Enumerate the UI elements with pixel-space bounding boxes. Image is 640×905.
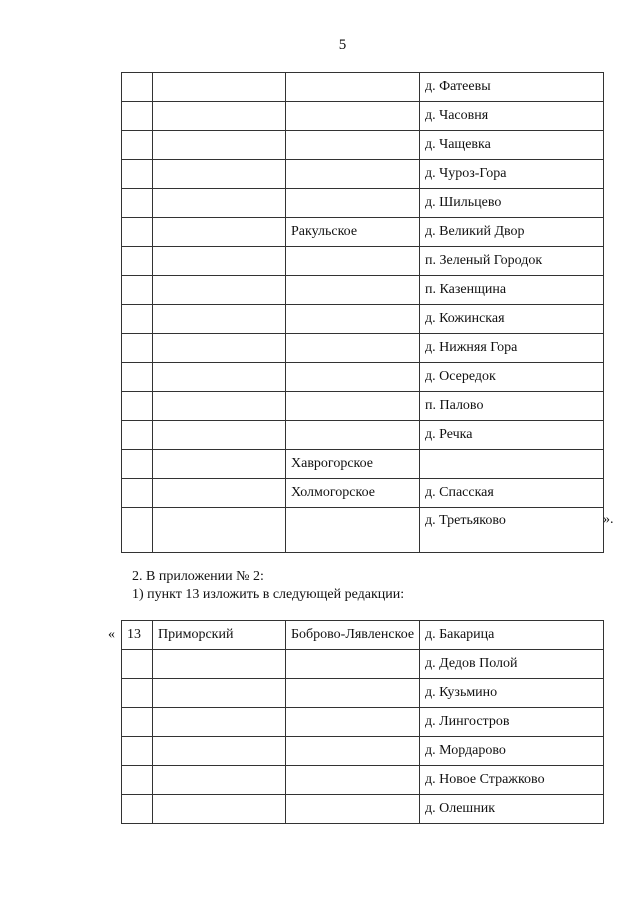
locality-cell: д. Кузьмино bbox=[420, 679, 604, 708]
row-number-cell bbox=[122, 102, 153, 131]
locality-cell: д. Олешник bbox=[420, 795, 604, 824]
table-row bbox=[122, 421, 604, 450]
district-cell bbox=[153, 305, 286, 334]
item-13-table bbox=[121, 620, 604, 824]
locality-cell: п. Казенщина bbox=[420, 276, 604, 305]
settlement-cell bbox=[286, 160, 420, 189]
district-cell bbox=[153, 131, 286, 160]
table-row bbox=[122, 795, 604, 824]
table-row bbox=[122, 363, 604, 392]
table-row bbox=[122, 189, 604, 218]
table-row bbox=[122, 73, 604, 102]
closing-quote: ». bbox=[603, 512, 614, 527]
settlement-cell: Ракульское bbox=[286, 218, 420, 247]
settlement-cell: Холмогорское bbox=[286, 479, 420, 508]
locality-cell: д. Новое Стражково bbox=[420, 766, 604, 795]
row-number-cell bbox=[122, 131, 153, 160]
row-number-cell bbox=[122, 392, 153, 421]
district-cell bbox=[153, 650, 286, 679]
district-cell bbox=[153, 102, 286, 131]
locality-cell: д. Великий Двор bbox=[420, 218, 604, 247]
district-cell bbox=[153, 218, 286, 247]
district-cell: Приморский bbox=[153, 621, 286, 650]
locality-cell: д. Лингостров bbox=[420, 708, 604, 737]
settlement-cell bbox=[286, 247, 420, 276]
locality-cell: д. Нижняя Гора bbox=[420, 334, 604, 363]
table-row bbox=[122, 218, 604, 247]
district-cell bbox=[153, 160, 286, 189]
row-number-cell bbox=[122, 650, 153, 679]
district-cell bbox=[153, 276, 286, 305]
table-row bbox=[122, 392, 604, 421]
district-cell bbox=[153, 450, 286, 479]
district-cell bbox=[153, 479, 286, 508]
district-cell bbox=[153, 73, 286, 102]
settlement-cell bbox=[286, 795, 420, 824]
district-cell bbox=[153, 708, 286, 737]
locality-cell: д. Спасская bbox=[420, 479, 604, 508]
row-number-cell bbox=[122, 479, 153, 508]
row-number-cell bbox=[122, 73, 153, 102]
locality-cell: д. Дедов Полой bbox=[420, 650, 604, 679]
table-row bbox=[122, 131, 604, 160]
table-row bbox=[122, 160, 604, 189]
localities-table-continued bbox=[121, 72, 604, 553]
settlement-cell bbox=[286, 650, 420, 679]
locality-cell: п. Зеленый Городок bbox=[420, 247, 604, 276]
table-row bbox=[122, 276, 604, 305]
district-cell bbox=[153, 189, 286, 218]
settlement-cell bbox=[286, 766, 420, 795]
table-row bbox=[122, 708, 604, 737]
table-row bbox=[122, 766, 604, 795]
locality-cell bbox=[420, 450, 604, 479]
settlement-cell bbox=[286, 102, 420, 131]
settlement-cell bbox=[286, 708, 420, 737]
settlement-cell bbox=[286, 73, 420, 102]
settlement-cell: Боброво-Лявленское bbox=[286, 621, 420, 650]
district-cell bbox=[153, 508, 286, 553]
district-cell bbox=[153, 334, 286, 363]
settlement-cell bbox=[286, 276, 420, 305]
row-number-cell bbox=[122, 363, 153, 392]
table-row bbox=[122, 479, 604, 508]
table-row bbox=[122, 679, 604, 708]
settlement-cell bbox=[286, 421, 420, 450]
row-number-cell bbox=[122, 679, 153, 708]
settlement-cell bbox=[286, 508, 420, 553]
locality-cell: д. Третьяково bbox=[420, 508, 604, 553]
locality-cell: д. Осередок bbox=[420, 363, 604, 392]
table-row bbox=[122, 102, 604, 131]
row-number-cell: 13 bbox=[122, 621, 153, 650]
locality-cell: д. Кожинская bbox=[420, 305, 604, 334]
table-row bbox=[122, 650, 604, 679]
settlement-cell: Хаврогорское bbox=[286, 450, 420, 479]
settlement-cell bbox=[286, 334, 420, 363]
row-number-cell bbox=[122, 421, 153, 450]
row-number-cell bbox=[122, 334, 153, 363]
district-cell bbox=[153, 766, 286, 795]
locality-cell: д. Часовня bbox=[420, 102, 604, 131]
row-number-cell bbox=[122, 305, 153, 334]
settlement-cell bbox=[286, 189, 420, 218]
locality-cell: д. Бакарица bbox=[420, 621, 604, 650]
table-row bbox=[122, 305, 604, 334]
district-cell bbox=[153, 421, 286, 450]
table-row bbox=[122, 508, 604, 553]
table-row bbox=[122, 737, 604, 766]
district-cell bbox=[153, 795, 286, 824]
table-row bbox=[122, 247, 604, 276]
row-number-cell bbox=[122, 218, 153, 247]
table-row bbox=[122, 450, 604, 479]
row-number-cell bbox=[122, 737, 153, 766]
paragraph-appendix-2: 2. В приложении № 2: bbox=[132, 569, 264, 584]
district-cell bbox=[153, 392, 286, 421]
page-number: 5 bbox=[338, 37, 347, 53]
row-number-cell bbox=[122, 766, 153, 795]
district-cell bbox=[153, 363, 286, 392]
district-cell bbox=[153, 679, 286, 708]
settlement-cell bbox=[286, 131, 420, 160]
paragraph-item-13-instruction: 1) пункт 13 изложить в следующей редакции: bbox=[132, 587, 405, 602]
row-number-cell bbox=[122, 276, 153, 305]
locality-cell: п. Палово bbox=[420, 392, 604, 421]
locality-cell: д. Речка bbox=[420, 421, 604, 450]
table-row bbox=[122, 621, 604, 650]
settlement-cell bbox=[286, 392, 420, 421]
locality-cell: д. Чащевка bbox=[420, 131, 604, 160]
settlement-cell bbox=[286, 305, 420, 334]
settlement-cell bbox=[286, 679, 420, 708]
row-number-cell bbox=[122, 508, 153, 553]
locality-cell: д. Чуроз-Гора bbox=[420, 160, 604, 189]
row-number-cell bbox=[122, 795, 153, 824]
row-number-cell bbox=[122, 189, 153, 218]
district-cell bbox=[153, 247, 286, 276]
settlement-cell bbox=[286, 363, 420, 392]
district-cell bbox=[153, 737, 286, 766]
locality-cell: д. Шильцево bbox=[420, 189, 604, 218]
row-number-cell bbox=[122, 247, 153, 276]
locality-cell: д. Фатеевы bbox=[420, 73, 604, 102]
locality-cell: д. Мордарово bbox=[420, 737, 604, 766]
row-number-cell bbox=[122, 450, 153, 479]
table-row bbox=[122, 334, 604, 363]
settlement-cell bbox=[286, 737, 420, 766]
row-number-cell bbox=[122, 708, 153, 737]
row-number-cell bbox=[122, 160, 153, 189]
opening-quote: « bbox=[108, 627, 115, 642]
